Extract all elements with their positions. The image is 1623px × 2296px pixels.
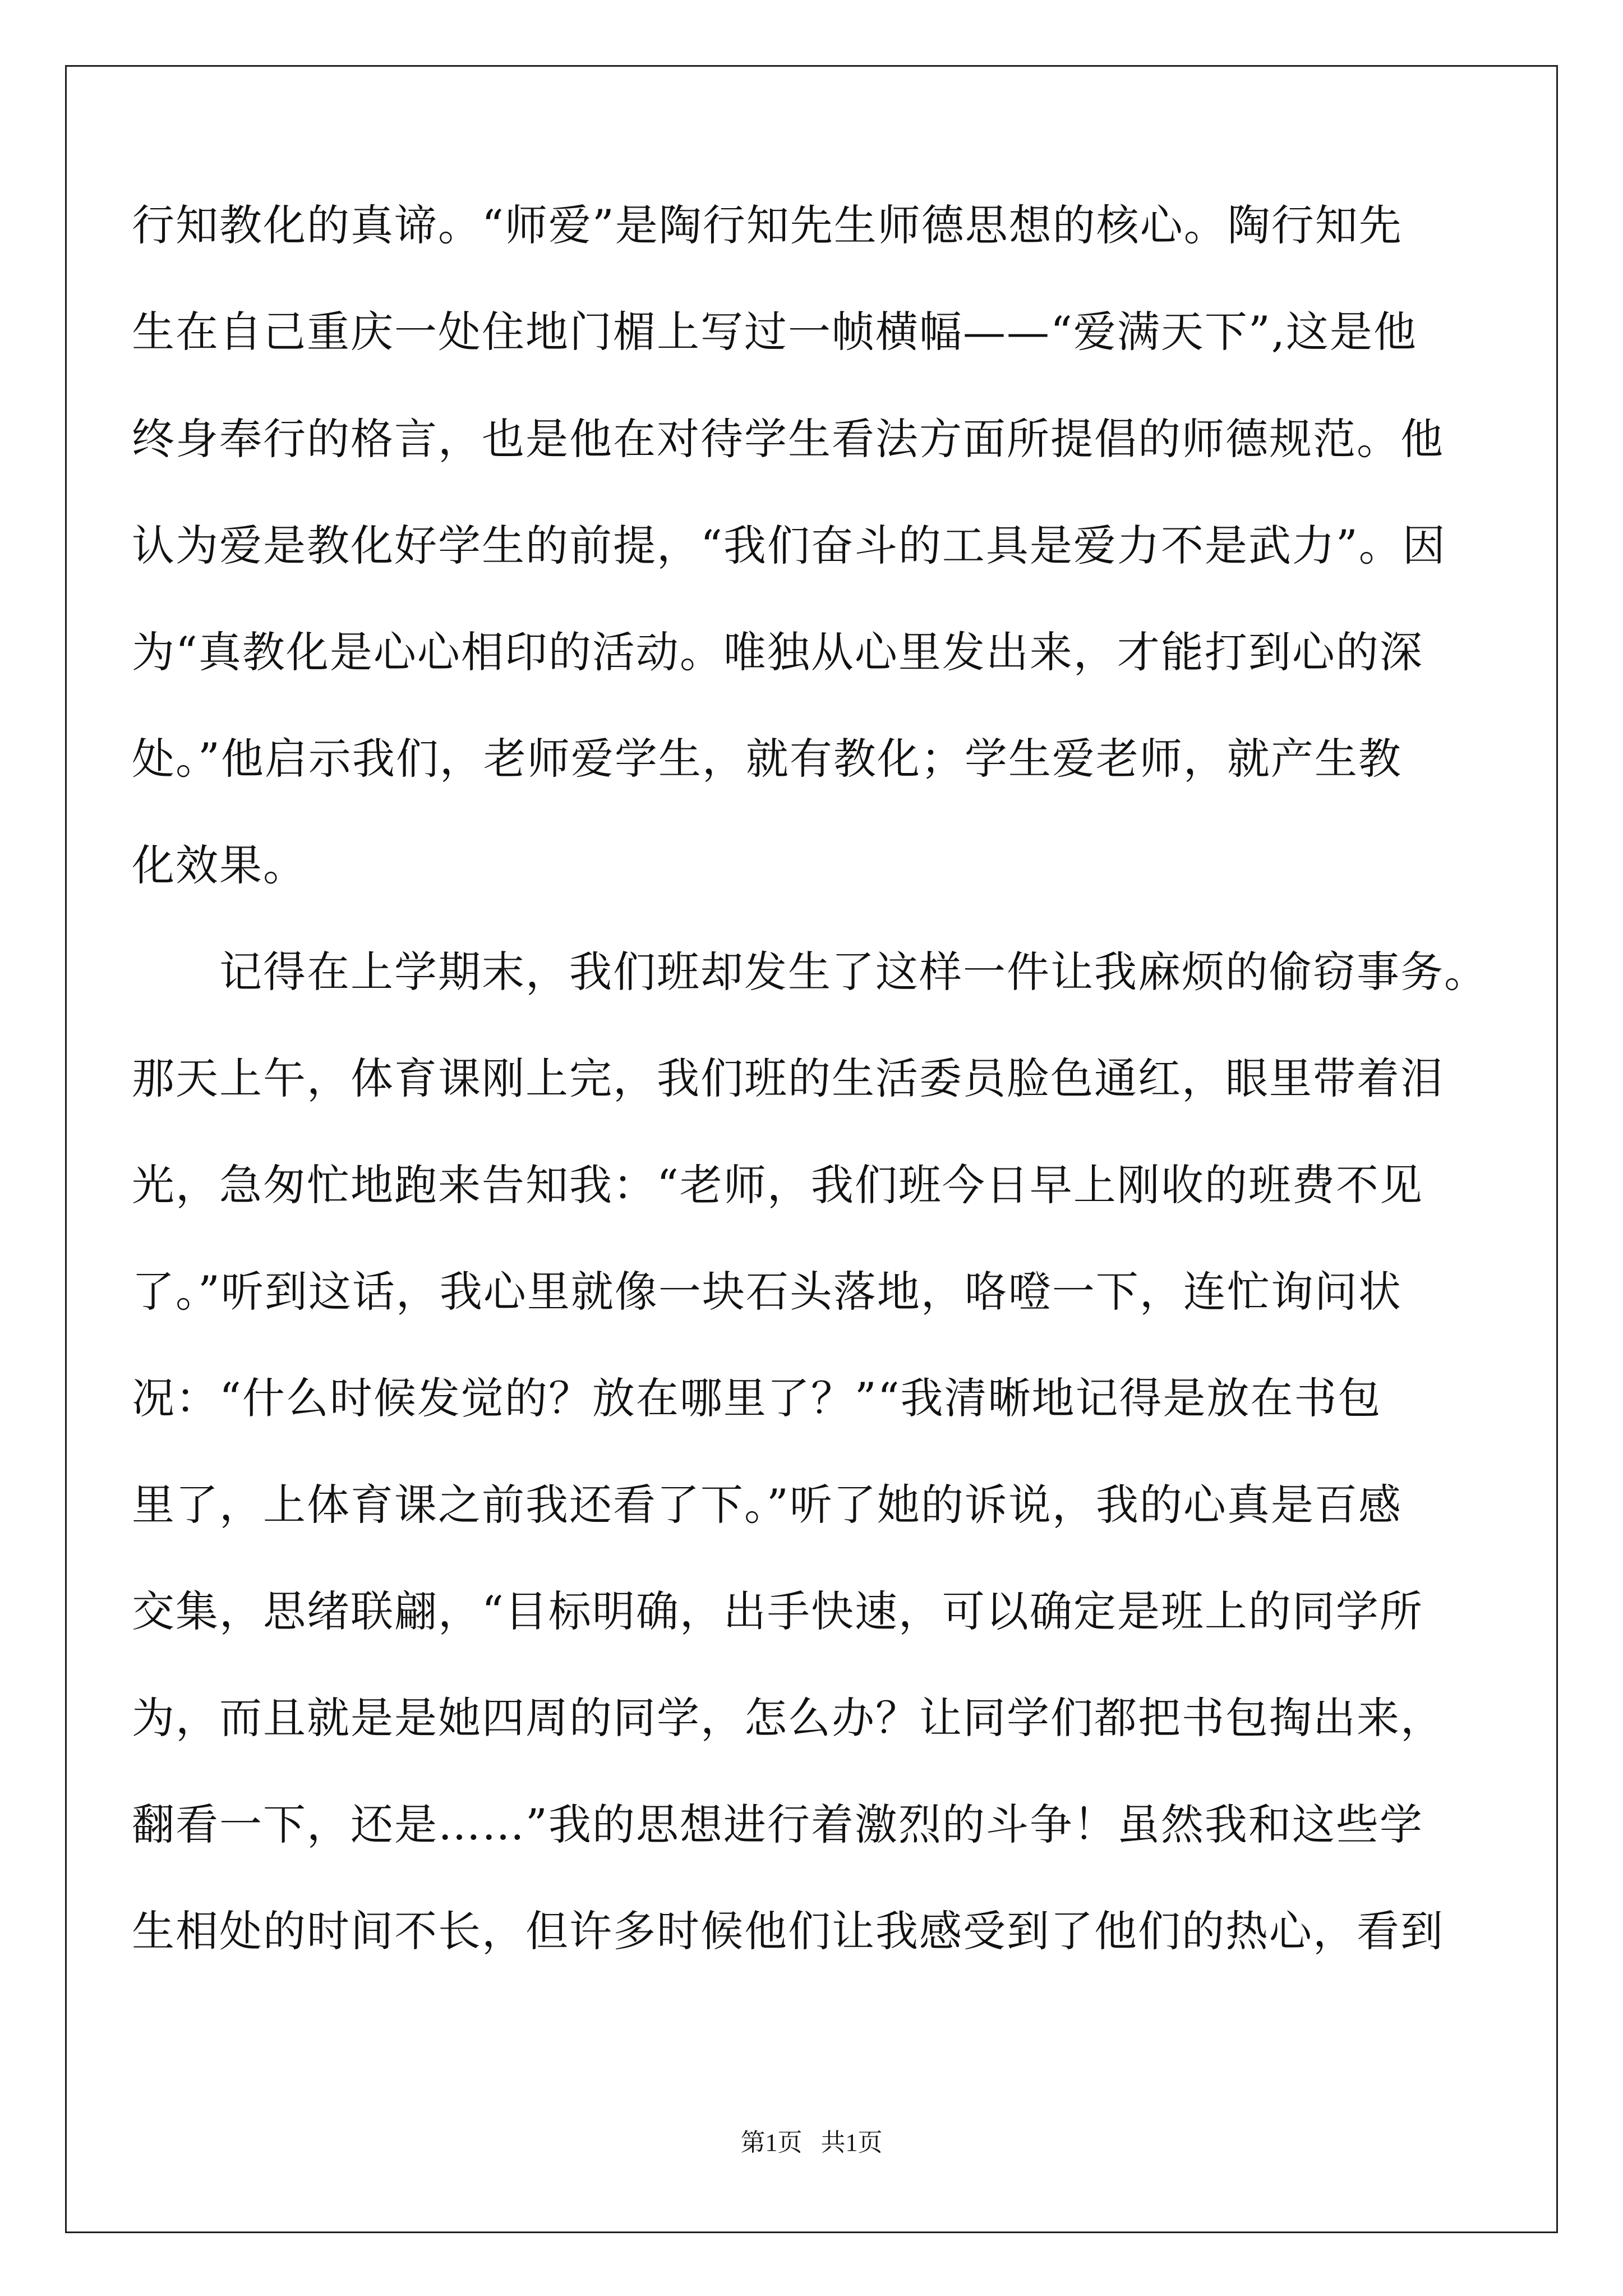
text-line: 那天上午，体育课刚上完，我们班的生活委员脸色通红，眼里带着泪 (132, 1053, 1444, 1103)
page-number: 第1页 (740, 2129, 803, 2156)
page-total: 共1页 (820, 2129, 883, 2156)
text-line: 里了，上体育课之前我还看了下。”听了她的诉说，我的心真是百感 (132, 1480, 1402, 1530)
text-line: 终身奉行的格言，也是他在对待学生看法方面所提倡的师德规范。他 (132, 414, 1444, 464)
text-line: 光，急匆忙地跑来告知我：“老师，我们班今日早上刚收的班费不见 (132, 1160, 1423, 1210)
text-line: 化效果。 (132, 840, 307, 890)
text-line: 认为爱是教化好学生的前提，“我们奋斗的工具是爱力不是武力”。因 (132, 521, 1446, 570)
text-line: 为，而且就是是她四周的同学，怎么办？让同学们都把书包掏出来， (132, 1693, 1444, 1743)
text-line: 为“真教化是心心相印的活动。唯独从心里发出来，才能打到心的深 (132, 627, 1423, 677)
text-line: 交集，思绪联翩，“目标明确，出手快速，可以确定是班上的同学所 (132, 1586, 1423, 1636)
text-line: 翻看一下，还是……”我的思想进行着激烈的斗争！虽然我和这些学 (132, 1800, 1423, 1849)
text-line: 生在自己重庆一处住地门楣上写过一帧横幅——“爱满天下”,这是他 (132, 307, 1417, 357)
text-line: 行知教化的真谛。“师爱”是陶行知先生师德思想的核心。陶行知先 (132, 200, 1403, 250)
footer-spacer (803, 2129, 821, 2156)
page-footer (0, 2126, 1623, 2160)
text-line: 生相处的时间不长，但许多时候他们让我感受到了他们的热心，看到 (132, 1906, 1444, 1956)
text-line: 了。”听到这话，我心里就像一块石头落地，咯噔一下，连忙询问状 (132, 1267, 1402, 1317)
text-line: 处。”他启示我们，老师爱学生，就有教化；学生爱老师，就产生教 (132, 734, 1402, 784)
text-line: 记得在上学期末，我们班却发生了这样一件让我麻烦的偷窃事务。 (132, 947, 1488, 997)
text-line: 况：“什么时候发觉的？放在哪里了？”“我清晰地记得是放在书包 (132, 1373, 1382, 1423)
